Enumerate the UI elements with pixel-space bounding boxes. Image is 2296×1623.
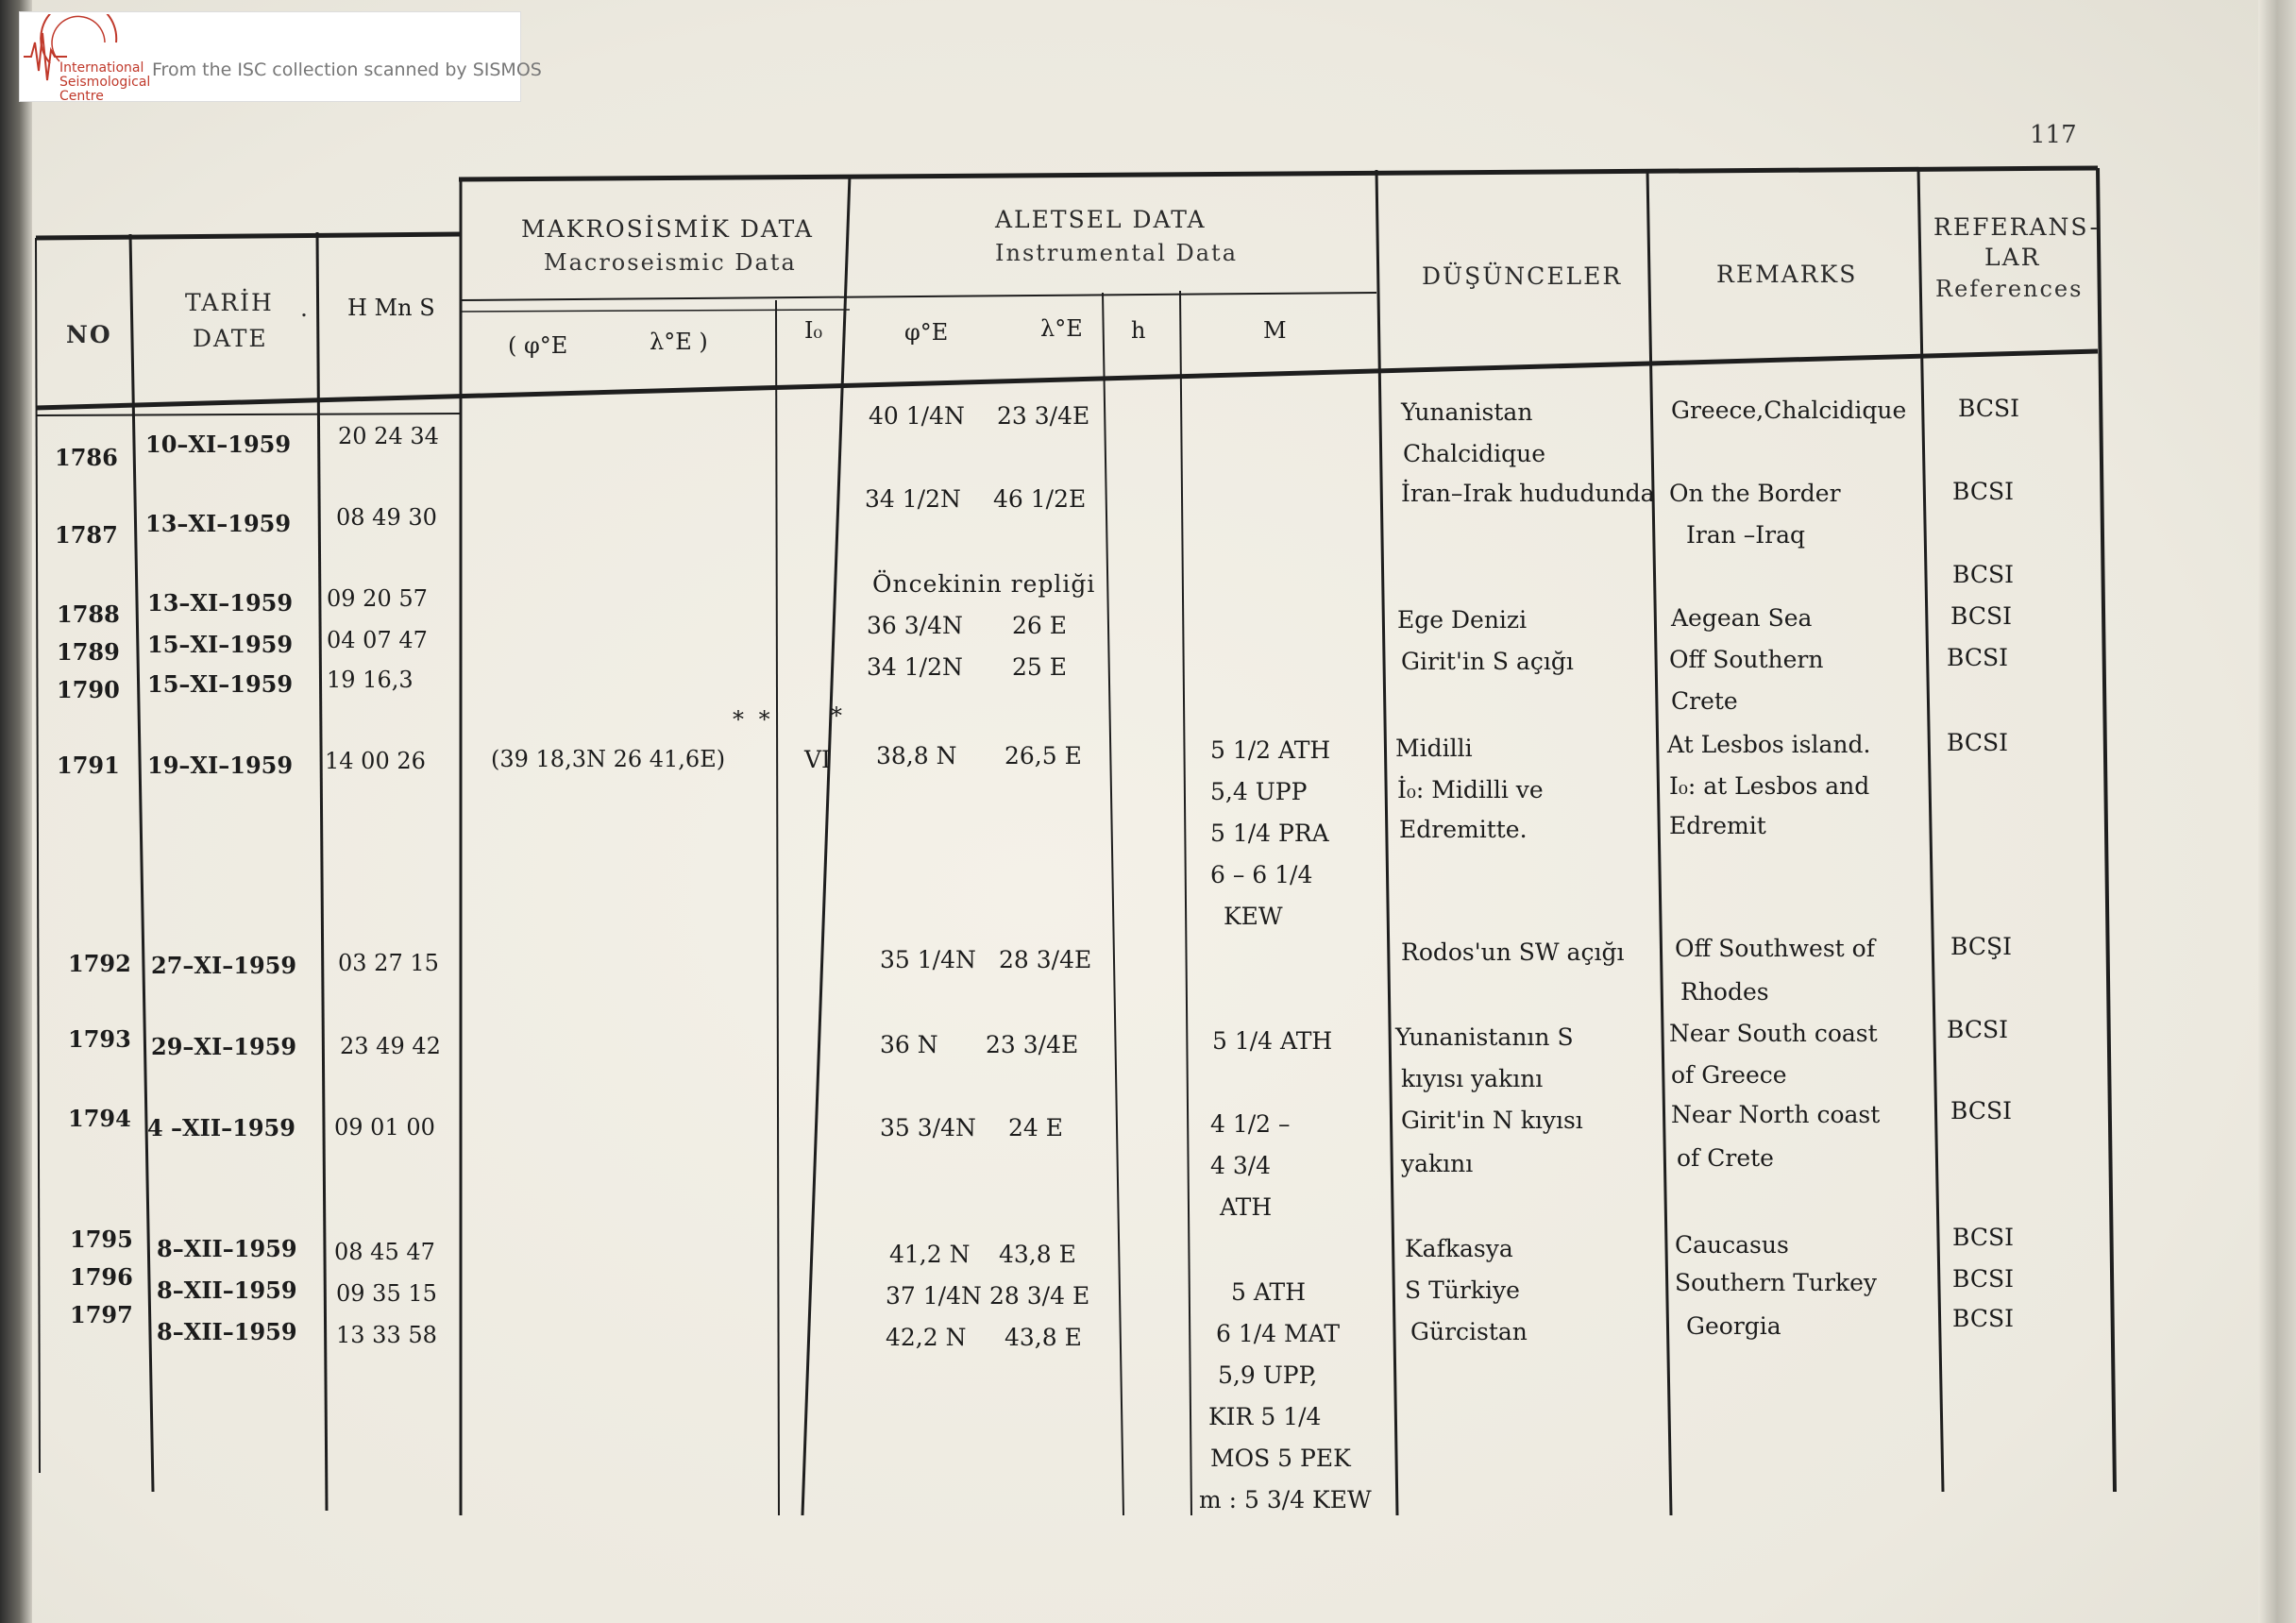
row-tr-line: yakını — [1401, 1150, 1474, 1177]
row-io-star: * — [831, 702, 842, 729]
row-ref: BCSI — [1952, 1265, 2014, 1293]
row-date: 4 –XII–1959 — [147, 1114, 295, 1141]
row-mag-line: 5 1/2 ATH — [1210, 736, 1331, 764]
row-ref: BCSI — [1950, 1097, 2012, 1124]
row-time: 08 45 47 — [334, 1239, 435, 1265]
row-time: 19 16,3 — [327, 667, 414, 693]
row-mag-line: 5 ATH — [1231, 1278, 1307, 1306]
row-no: 1790 — [57, 676, 120, 703]
header-io: I₀ — [804, 317, 823, 344]
row-lat: 41,2 N — [889, 1241, 971, 1268]
row-en-line: of Greece — [1671, 1061, 1787, 1089]
row-en-line: Rhodes — [1680, 978, 1769, 1006]
page-number: 117 — [2030, 121, 2077, 149]
row-ref: BCSI — [1950, 602, 2012, 630]
row-time: 08 49 30 — [336, 504, 437, 531]
row-no: 1794 — [68, 1105, 131, 1132]
row-no: 1786 — [55, 444, 118, 471]
row-lon: 28 3/4 E — [989, 1282, 1090, 1310]
row-tr-line: Yunanistanın S — [1395, 1023, 1574, 1051]
row-en-line: Off Southern — [1669, 646, 1824, 673]
row-time: 04 07 47 — [327, 627, 428, 653]
row-lon: 23 3/4E — [986, 1031, 1079, 1058]
row-no: 1792 — [68, 950, 131, 977]
row-no: 1795 — [70, 1226, 133, 1253]
row-lat: 34 1/2N — [867, 653, 963, 681]
row-no: 1793 — [68, 1025, 131, 1053]
row-date: 29–XI–1959 — [151, 1033, 297, 1060]
row-lat: 34 1/2N — [865, 485, 961, 513]
header-makro-en: Macroseismic Data — [544, 249, 797, 276]
row-mag-line: KEW — [1224, 903, 1283, 930]
row-lon: 46 1/2E — [993, 485, 1087, 513]
row-note: Öncekinin repliği — [872, 570, 1096, 598]
header-no: NO — [66, 321, 112, 348]
row-ref: BCŞI — [1950, 933, 2012, 960]
row-time: 20 24 34 — [338, 423, 439, 449]
row-mag-line: 4 3/4 — [1210, 1152, 1272, 1179]
header-dusunceler: DÜŞÜNCELER — [1422, 262, 1623, 290]
row-time: 23 49 42 — [340, 1033, 441, 1059]
row-time: 13 33 58 — [336, 1322, 437, 1348]
row-tr-line: Yunanistan — [1401, 398, 1533, 426]
row-en-line: Off Southwest of — [1675, 935, 1875, 962]
row-ref: BCSI — [1952, 478, 2014, 505]
row-mag-line: 5 1/4 PRA — [1210, 820, 1329, 847]
row-tr-line: Girit'in S açığı — [1401, 648, 1574, 675]
row-en-line: Greece,Chalcidique — [1671, 397, 1907, 424]
row-mag-line: 4 1/2 – — [1210, 1110, 1291, 1138]
row-mag-line: KIR 5 1/4 — [1208, 1403, 1322, 1430]
row-ref: BCSI — [1952, 1224, 2014, 1251]
header-hmns: H Mn S — [347, 295, 435, 321]
row-tr-line: Midilli — [1395, 735, 1473, 762]
row-date: 10–XI–1959 — [145, 431, 292, 458]
header-dot: . — [300, 295, 310, 322]
row-no: 1787 — [55, 521, 118, 549]
row-io: VI — [804, 746, 831, 773]
row-en-line: At Lesbos island. — [1667, 731, 1871, 758]
row-tr-line: S Türkiye — [1405, 1276, 1520, 1304]
row-mag-line: 5,9 UPP, — [1218, 1361, 1318, 1389]
row-mag-line: 6 1/4 MAT — [1216, 1320, 1340, 1347]
row-date: 8–XII–1959 — [157, 1235, 297, 1262]
row-lat: 36 3/4N — [867, 612, 963, 639]
row-ref: BCSI — [1947, 729, 2008, 756]
header-referans-1: REFERANS- — [1933, 213, 2100, 241]
row-date: 27–XI–1959 — [151, 952, 297, 979]
row-en-line: On the Border — [1669, 480, 1841, 507]
row-en-line: Edremit — [1669, 812, 1766, 839]
row-tr-line: İ₀: Midilli ve — [1397, 776, 1544, 803]
row-time: 09 35 15 — [336, 1280, 437, 1307]
row-lat: 36 N — [880, 1031, 938, 1058]
row-lon: 26 E — [1012, 612, 1068, 639]
row-lat: 38,8 N — [876, 742, 957, 769]
row-tr-line: İran–Irak hududunda — [1401, 480, 1655, 507]
row-lat: 42,2 N — [886, 1324, 967, 1351]
row-tr-line: Ege Denizi — [1397, 606, 1528, 634]
row-tr-line: Kafkasya — [1405, 1235, 1513, 1262]
header-date: DATE — [193, 325, 268, 352]
header-lon-macro: λ°E ) — [650, 329, 708, 355]
row-tr-line: Edremitte. — [1399, 816, 1528, 843]
isc-org-line-1: International — [59, 60, 144, 76]
isc-caption: From the ISC collection scanned by SISMOS — [152, 59, 542, 80]
row-macro-coords: (39 18,3N 26 41,6E) — [491, 746, 726, 772]
header-makro-tr: MAKROSİSMİK DATA — [521, 215, 814, 243]
header-referans-2: LAR — [1984, 244, 2041, 271]
row-en-line: Near South coast — [1669, 1020, 1878, 1047]
row-date: 15–XI–1959 — [147, 670, 294, 698]
row-ref: BCSI — [1952, 1305, 2014, 1332]
header-tarih: TARİH — [185, 289, 274, 316]
row-mag-line: m : 5 3/4 KEW — [1199, 1486, 1372, 1513]
row-ref: BCSI — [1958, 395, 2019, 422]
row-date: 8–XII–1959 — [157, 1318, 297, 1345]
row-mag-line: MOS 5 PEK — [1210, 1445, 1351, 1472]
isc-org-line-2: Seismological — [59, 75, 151, 90]
header-h: h — [1131, 317, 1146, 344]
row-mag-line: 6 – 6 1/4 — [1210, 861, 1313, 888]
row-en-line: Near North coast — [1671, 1101, 1881, 1128]
row-lon: 23 3/4E — [997, 402, 1090, 430]
row-date: 13–XI–1959 — [147, 589, 294, 617]
row-mag-line: 5 1/4 ATH — [1212, 1027, 1333, 1055]
row-en-line: Caucasus — [1675, 1231, 1789, 1259]
row-lon: 25 E — [1012, 653, 1068, 681]
isc-banner — [19, 11, 542, 104]
row-en-line: Georgia — [1686, 1312, 1781, 1340]
row-en-line: Southern Turkey — [1675, 1269, 1878, 1296]
row-date: 8–XII–1959 — [157, 1276, 297, 1304]
header-aletsel-en: Instrumental Data — [995, 240, 1239, 266]
header-lat-macro: ( φ°E — [508, 332, 568, 359]
row-macro-stars: * * — [733, 706, 774, 733]
row-en-line: Aegean Sea — [1671, 604, 1813, 632]
isc-org-name — [59, 61, 150, 104]
row-time: 14 00 26 — [325, 748, 426, 774]
row-lon: 43,8 E — [1004, 1324, 1082, 1351]
row-ref: BCSI — [1947, 644, 2008, 671]
row-mag-line: ATH — [1220, 1193, 1273, 1221]
isc-org-line-3: Centre — [59, 89, 104, 104]
row-mag-line: 5,4 UPP — [1210, 778, 1308, 805]
row-lon: 43,8 E — [999, 1241, 1076, 1268]
row-en-line: Crete — [1671, 687, 1738, 715]
row-en-line: of Crete — [1677, 1144, 1774, 1172]
row-lat: 37 1/4N — [886, 1282, 982, 1310]
row-ref: BCSI — [1952, 561, 2014, 588]
row-no: 1797 — [70, 1301, 133, 1328]
row-no: 1788 — [57, 600, 120, 628]
row-no: 1789 — [57, 638, 120, 666]
row-lat: 40 1/4N — [869, 402, 965, 430]
row-no: 1796 — [70, 1263, 133, 1291]
row-tr-line: Gürcistan — [1410, 1318, 1528, 1345]
row-date: 15–XI–1959 — [147, 631, 294, 658]
header-aletsel-tr: ALETSEL DATA — [995, 206, 1207, 233]
row-en-line: I₀: at Lesbos and — [1669, 772, 1870, 800]
header-remarks: REMARKS — [1716, 261, 1858, 288]
row-lon: 26,5 E — [1004, 742, 1082, 769]
row-tr-line: kıyısı yakını — [1401, 1065, 1544, 1092]
row-date: 13–XI–1959 — [145, 510, 292, 537]
row-tr-line: Rodos'un SW açığı — [1401, 938, 1625, 966]
row-en-line: Iran –Iraq — [1686, 521, 1806, 549]
header-references: References — [1935, 276, 2084, 302]
row-no: 1791 — [57, 752, 120, 779]
row-date: 19–XI–1959 — [147, 752, 294, 779]
row-tr-line: Chalcidique — [1403, 440, 1546, 467]
row-ref: BCSI — [1947, 1016, 2008, 1043]
row-time: 09 01 00 — [334, 1114, 435, 1141]
row-time: 03 27 15 — [338, 950, 439, 976]
row-lon: 24 E — [1008, 1114, 1064, 1141]
row-tr-line: Girit'in N kıyısı — [1401, 1107, 1583, 1134]
header-lon-instr: λ°E — [1040, 315, 1083, 342]
row-time: 09 20 57 — [327, 585, 428, 612]
header-m: M — [1263, 317, 1287, 344]
row-lon: 28 3/4E — [999, 946, 1092, 973]
row-lat: 35 3/4N — [880, 1114, 976, 1141]
header-lat-instr: φ°E — [904, 319, 949, 346]
row-lat: 35 1/4N — [880, 946, 976, 973]
